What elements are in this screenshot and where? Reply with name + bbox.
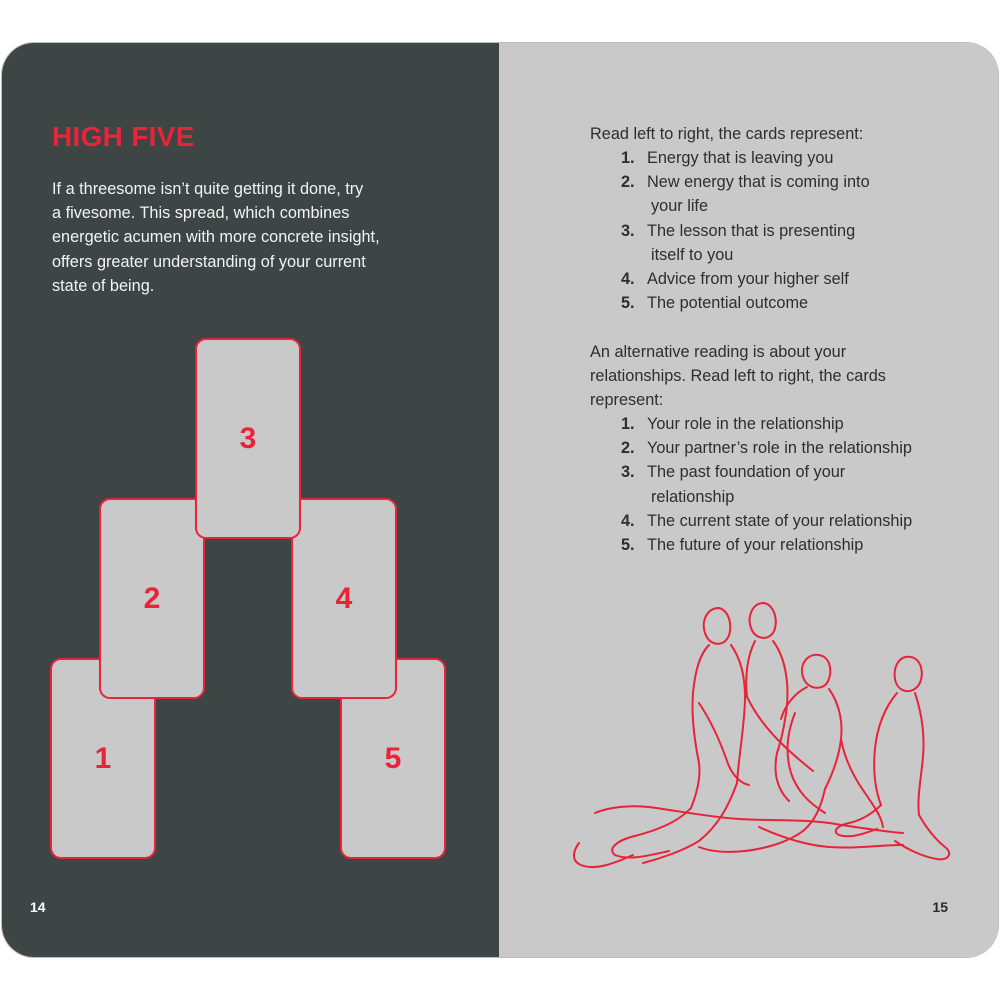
list-text: The potential outcome: [647, 294, 809, 313]
tarot-card-2: [99, 498, 205, 699]
list-item: [621, 509, 912, 533]
relationship-list: [621, 412, 912, 557]
intro-line: energetic acumen with more concrete insight,: [52, 228, 380, 247]
list-number: 3.: [621, 463, 635, 482]
page-number-left: 14: [30, 899, 46, 915]
list-number: 2.: [621, 439, 635, 458]
reading-intro: Read left to right, the cards represent:: [590, 125, 864, 143]
list-item: [621, 436, 912, 460]
list-text: relationship: [651, 487, 735, 506]
alt-line: relationships. Read left to right, the cards: [590, 367, 886, 386]
list-text: The past foundation of your: [647, 463, 846, 482]
list-text: your life: [651, 197, 709, 216]
card-number: 1: [94, 741, 112, 775]
list-number: 2.: [621, 173, 635, 192]
list-text: The future of your relationship: [647, 536, 864, 555]
intro-line: state of being.: [52, 276, 155, 295]
list-number: 4.: [621, 511, 635, 530]
list-number: 5.: [621, 536, 635, 555]
list-text: The current state of your relationship: [647, 511, 913, 530]
reading-list: [621, 146, 870, 315]
alt-line: An alternative reading is about your: [590, 343, 847, 361]
list-item: [621, 460, 912, 508]
list-text: itself to you: [651, 245, 734, 264]
book-spread: [2, 43, 998, 957]
list-number: 4.: [621, 270, 635, 289]
list-text: New energy that is coming into: [647, 173, 870, 192]
page-title: HIGH FIVE: [52, 121, 195, 152]
list-text: Advice from your higher self: [647, 270, 849, 289]
list-number: 1.: [621, 149, 635, 167]
list-item: [621, 291, 870, 315]
left-page: [2, 43, 499, 957]
page-number-right: 15: [932, 899, 948, 915]
card-number: 2: [143, 581, 161, 615]
list-item: [621, 533, 912, 557]
card-number: 4: [335, 581, 353, 615]
list-text: Energy that is leaving you: [647, 149, 834, 167]
card-number: 3: [239, 421, 257, 455]
card-number: 5: [384, 741, 402, 775]
list-number: 3.: [621, 221, 635, 240]
intro-line: If a threesome isn’t quite getting it done, try: [52, 180, 364, 198]
list-text: The lesson that is presenting: [647, 221, 856, 240]
intro-paragraph: [52, 177, 432, 298]
tarot-card-3: [195, 338, 301, 539]
list-item: [621, 412, 912, 436]
tarot-card-4: [291, 498, 397, 699]
list-number: 5.: [621, 294, 635, 313]
list-item: [621, 170, 870, 218]
list-item: [621, 219, 870, 267]
list-text: Your role in the relationship: [647, 415, 844, 433]
list-item: [621, 267, 870, 291]
intro-line: offers greater understanding of your current: [52, 252, 366, 271]
alt-line: represent:: [590, 391, 664, 410]
alternative-reading-paragraph: [590, 340, 990, 413]
list-item: [621, 146, 870, 170]
intro-line: a fivesome. This spread, which combines: [52, 204, 350, 223]
list-text: Your partner’s role in the relationship: [647, 439, 912, 458]
list-number: 1.: [621, 415, 635, 433]
figures-line-illustration: [559, 593, 959, 873]
right-page: [499, 43, 998, 957]
